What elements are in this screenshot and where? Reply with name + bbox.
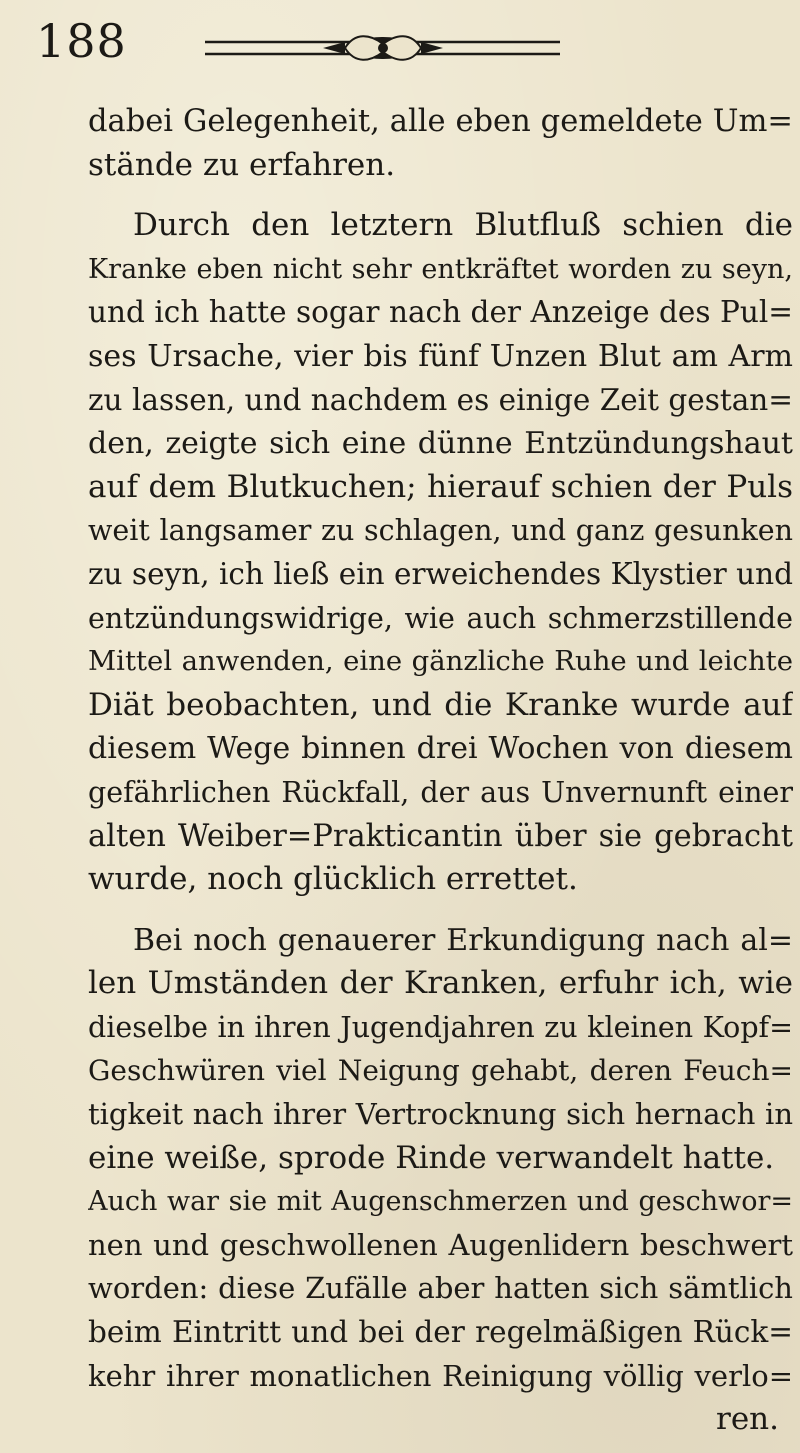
text-line: alten Weiber=Prakticantin über sie gebracht bbox=[88, 818, 793, 854]
text-line: zu seyn, ich ließ ein erweichendes Klystier und bbox=[88, 556, 793, 591]
text-line: entzündungswidrige, wie auch schmerzstillende bbox=[88, 601, 793, 635]
text-body bbox=[88, 100, 793, 1442]
text-line: den, zeigte sich eine dünne Entzündungshaut bbox=[88, 426, 793, 462]
paragraph-1 bbox=[88, 100, 793, 187]
text-line: und ich hatte sogar nach der Anzeige des Pul= bbox=[88, 295, 793, 330]
text-line: auf dem Blutkuchen; hierauf schien der Puls bbox=[88, 468, 793, 505]
text-line: stände zu erfahren. bbox=[88, 146, 396, 183]
paragraph-2 bbox=[88, 204, 793, 902]
ornament-rule-icon bbox=[205, 30, 560, 66]
text-line: eine weiße, sprode Rinde verwandelt hatte. bbox=[88, 1139, 775, 1176]
text-line: Durch den letztern Blutfluß schien die bbox=[133, 207, 793, 244]
page-number: 188 bbox=[36, 14, 127, 68]
text-line: ren. bbox=[716, 1401, 779, 1438]
text-line: ses Ursache, vier bis fünf Unzen Blut am Arm bbox=[88, 338, 793, 374]
text-line: Bei noch genauerer Erkundigung nach al= bbox=[133, 922, 793, 958]
text-line: dieselbe in ihren Jugendjahren zu kleinen Kopf= bbox=[88, 1010, 793, 1044]
text-line: nen und geschwollenen Augenlidern beschwert bbox=[88, 1227, 793, 1262]
text-line: len Umständen der Kranken, erfuhr ich, wie bbox=[88, 965, 793, 1002]
text-line: diesem Wege binnen drei Wochen von diesem bbox=[88, 731, 793, 767]
text-line: gefährlichen Rückfall, der aus Unvernunft einer bbox=[88, 775, 793, 809]
text-line: worden: diese Zufälle aber hatten sich sämtlich bbox=[88, 1271, 793, 1306]
text-line: tigkeit nach ihrer Vertrocknung sich hernach in bbox=[88, 1097, 793, 1132]
text-line: Auch war sie mit Augenschmerzen und geschwor= bbox=[88, 1186, 793, 1218]
text-line: kehr ihrer monatlichen Reinigung völlig verlo= bbox=[88, 1358, 793, 1393]
text-line: beim Eintritt und bei der regelmäßigen Rück= bbox=[88, 1315, 793, 1350]
text-line: weit langsamer zu schlagen, und ganz gesunken bbox=[88, 514, 793, 548]
page-header bbox=[0, 0, 800, 90]
text-line: dabei Gelegenheit, alle eben gemeldete Um= bbox=[88, 104, 793, 139]
text-line: Kranke eben nicht sehr entkräftet worden zu seyn, bbox=[88, 253, 793, 285]
paragraph-3 bbox=[88, 919, 793, 1442]
text-line: zu lassen, und nachdem es einige Zeit gestan= bbox=[88, 382, 793, 417]
text-line: Diät beobachten, und die Kranke wurde auf bbox=[88, 686, 793, 723]
text-line: Mittel anwenden, eine gänzliche Ruhe und leichte bbox=[88, 645, 793, 678]
text-line: Geschwüren viel Neigung gehabt, deren Feuch= bbox=[88, 1054, 793, 1088]
text-line: wurde, noch glücklich errettet. bbox=[88, 861, 578, 898]
